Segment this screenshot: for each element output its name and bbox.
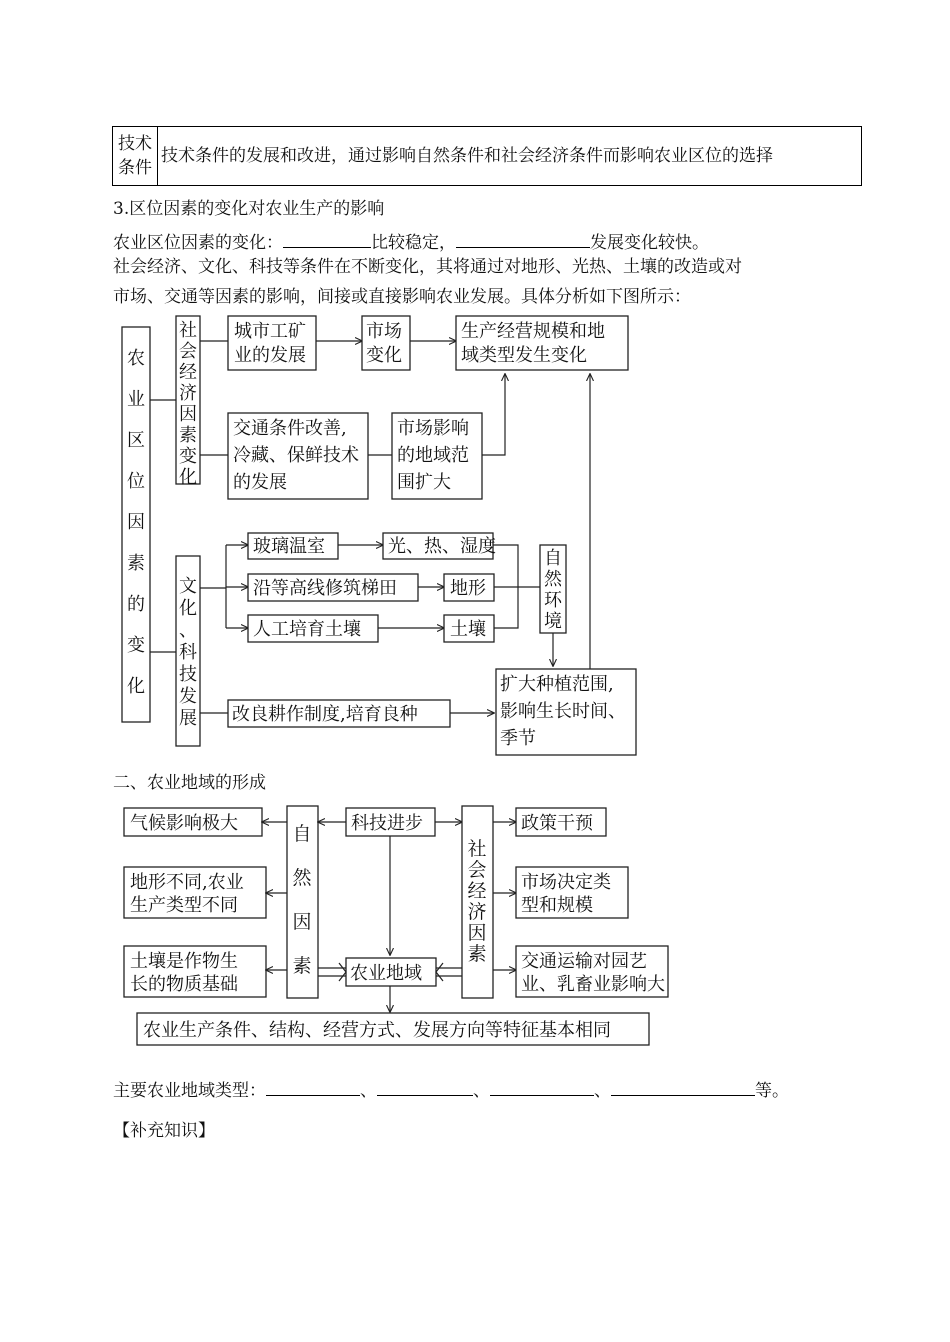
natural-label: 自然因素 (292, 823, 312, 977)
types-sep-2: 、 (473, 1081, 490, 1101)
terrain2-label: 地形不同,农业生产类型不同 (130, 872, 244, 916)
scale-label: 生产经营规模和地域类型发生变化 (461, 321, 605, 366)
market-range-label: 市场影响的地域范围扩大 (397, 418, 469, 493)
root-label: 农业区位因素的变化 (127, 348, 145, 697)
diagram-agri-region-formation (124, 806, 668, 1045)
section3-heading: 3.区位因素的变化对农业生产的影响 (113, 199, 385, 219)
line1-prefix: 农业区位因素的变化： (113, 233, 283, 253)
types-prefix: 主要农业地域类型： (113, 1081, 266, 1101)
diagram-location-factor-change (122, 316, 636, 755)
social-label: 社会经济因素 (467, 838, 487, 965)
glass-label: 玻璃温室 (253, 536, 325, 557)
section2-heading: 二、农业地域的形成 (113, 773, 266, 793)
bottom-label: 农业生产条件、结构、经营方式、发展方向等特征基本相同 (143, 1020, 611, 1041)
transport2-label: 交通运输对园艺业、乳畜业影响大 (521, 951, 665, 995)
tech-condition-value: 技术条件的发展和改进，通过影响自然条件和社会经济条件而影响农业区位的选择 (158, 127, 862, 186)
transport-label: 交通条件改善,冷藏、保鲜技术的发展 (233, 418, 359, 493)
terrace-label: 沿等高线修筑梯田 (253, 578, 397, 599)
line1-suffix: 发展变化较快。 (590, 233, 709, 253)
policy-label: 政策干预 (521, 813, 593, 834)
supplement-heading: 【补充知识】 (113, 1121, 215, 1141)
farming-label: 改良耕作制度,培育良种 (232, 704, 418, 725)
expand-label: 扩大种植范围,影响生长时间、季节 (500, 674, 626, 749)
soil2-label: 土壤是作物生长的物质基础 (130, 951, 238, 995)
terrain-label: 地形 (450, 578, 486, 599)
market2-label: 市场决定类型和规模 (521, 872, 611, 916)
tech-label: 科技进步 (351, 813, 423, 834)
section3-para-1: 社会经济、文化、科技等条件在不断变化，其将通过对地形、光热、土壤的改造或对 (113, 257, 742, 277)
types-sep-1: 、 (360, 1081, 377, 1101)
market-label: 市场变化 (366, 321, 402, 366)
section3-para-2: 市场、交通等因素的影响，间接或直接影响农业发展。具体分析如下图所示： (113, 287, 691, 307)
climate-label: 气候影响极大 (130, 813, 238, 834)
line1-mid: 比较稳定， (371, 233, 456, 253)
socio-label: 社会经济因素变化 (179, 320, 197, 488)
soil-label: 土壤 (450, 619, 486, 640)
soil-make-label: 人工培育土壤 (253, 619, 361, 640)
nature-label: 自然环境 (544, 548, 562, 632)
types-suffix: 等。 (755, 1081, 789, 1101)
city-label: 城市工矿业的发展 (234, 321, 306, 366)
light-label: 光、热、湿度 (388, 536, 496, 557)
tech-condition-key: 技术条件 (113, 127, 158, 186)
region-label: 农业地域 (350, 963, 422, 984)
culture-label: 文化、科技发展 (179, 576, 197, 729)
types-sep-3: 、 (594, 1081, 611, 1101)
